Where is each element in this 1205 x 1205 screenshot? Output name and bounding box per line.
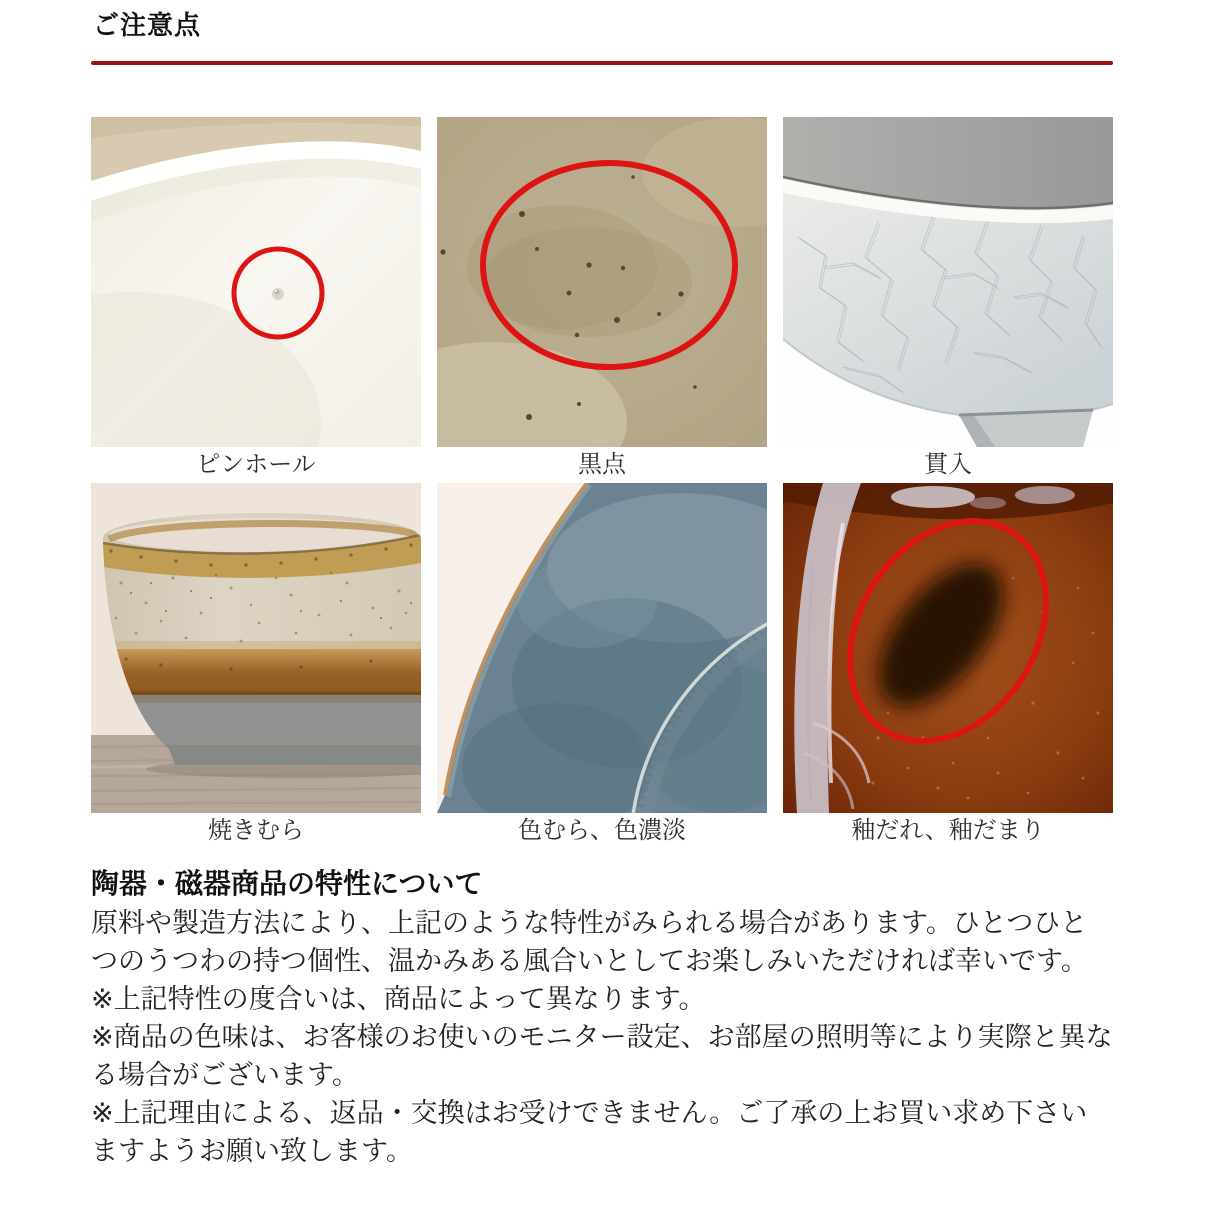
figure-image-firing-unevenness [91,483,421,813]
figure-image-crazing [783,117,1113,447]
figure-caption: 貫入 [924,451,972,478]
glaze-pool-illustration [783,483,1113,813]
figure-image-glaze-pool [783,483,1113,813]
notes-body [91,904,1113,1170]
note-paragraph: 原料や製造方法により、上記のような特性がみられる場合があります。ひとつひとつのうつわの持つ個性、温かみある風合いとしてお楽しみいただければ幸いです。 [91,908,1088,976]
pinhole-illustration [91,117,421,447]
black-spots-illustration [437,117,767,447]
section-divider [91,61,1113,65]
figure-glaze-pool [783,483,1113,849]
figure-color-unevenness [437,483,767,849]
figure-image-black-spots [437,117,767,447]
figure-caption: 焼きむら [208,817,304,844]
note-paragraph: ※上記理由による、返品・交換はお受けできません。ご了承の上お買い求め下さいますようお願い致します。 [91,1098,1088,1166]
figure-image-color-unevenness [437,483,767,813]
defect-figure-grid [91,117,1113,849]
color-unevenness-illustration [437,483,767,813]
note-paragraph: ※商品の色味は、お客様のお使いのモニター設定、お部屋の照明等により実際と異なる場合がございます。 [91,1022,1113,1090]
figure-image-pinhole [91,117,421,447]
figure-pinhole [91,117,421,483]
figure-caption: ピンホール [196,451,316,478]
notice-section [91,0,1113,1170]
notes-heading: 陶器・磁器商品の特性について [91,868,483,899]
firing-unevenness-illustration [91,483,421,813]
figure-caption: 黒点 [578,451,626,478]
crazing-illustration [783,117,1113,447]
figure-black-spots [437,117,767,483]
characteristics-notes [91,867,1113,1170]
figure-caption: 釉だれ、釉だまり [851,817,1045,844]
note-paragraph: ※上記特性の度合いは、商品によって異なります。 [91,984,706,1014]
figure-caption: 色むら、色濃淡 [518,817,686,844]
page-title: ご注意点 [93,10,202,40]
figure-firing-unevenness [91,483,421,849]
figure-crazing [783,117,1113,483]
